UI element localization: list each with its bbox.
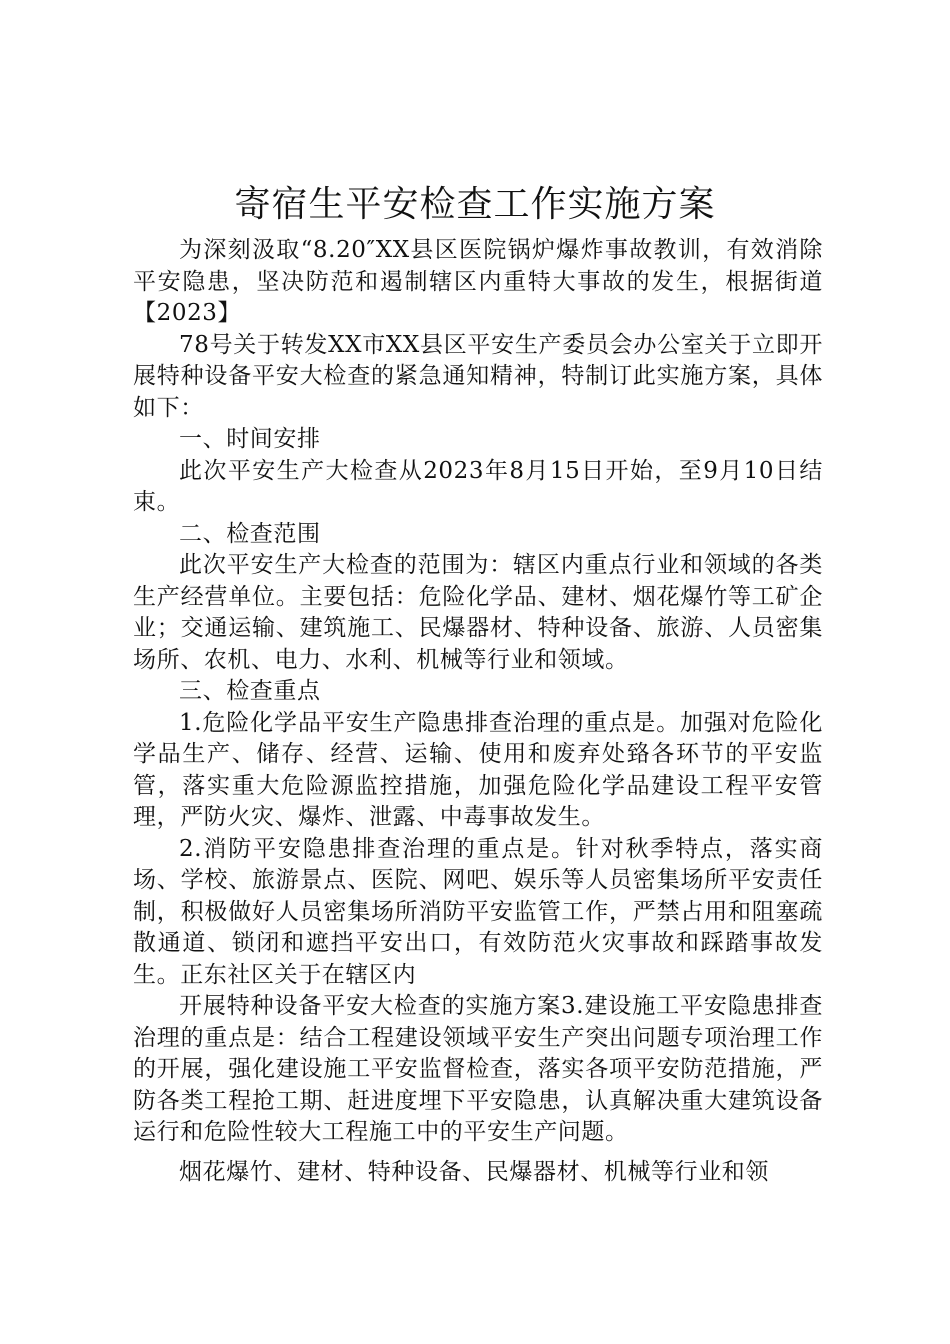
paragraph-industries: 烟花爆竹、建材、特种设备、民爆器材、机械等行业和领 <box>179 1158 769 1185</box>
paragraph-intro: 为深刻汲取“8.20″XX县区医院锅炉爆炸事故教训，有效消除平安隐患，坚决防范和遏制辖区内重特大事故的发生，根据街道【2023】 <box>133 237 823 326</box>
section-heading-focus: 三、检查重点 <box>179 678 321 704</box>
document-body <box>133 235 823 1188</box>
document-title: 寄宿生平安检查工作实施方案 <box>234 184 716 225</box>
section-heading-scope: 二、检查范围 <box>179 520 321 547</box>
paragraph-focus-fire: 2.消防平安隐患排查治理的重点是。针对秋季特点，落实商场、学校、旅游景点、医院、网吧、娱乐等人员密集场所平安责任制，积极做好人员密集场所消防平安监管工作，严禁占用和阻塞疏散通道、锁闭和遮挡平安出口，有效防范火灾事故和踩踏事故发生。正东社区关于在辖区内 <box>133 835 823 988</box>
paragraph-focus-chemicals: 1.危险化学品平安生产隐患排查治理的重点是。加强对危险化学品生产、储存、经营、运输、使用和废弃处臵各环节的平安监管，落实重大危险源监控措施，加强危险化学品建设工程平安管理，严防火灾、爆炸、泄露、中毒事故发生。 <box>133 709 823 830</box>
paragraph-schedule: 此次平安生产大检查从2023年8月15日开始，至9月10日结束。 <box>133 457 823 515</box>
paragraph-focus-construction: 开展特种设备平安大检查的实施方案3.建设施工平安隐患排查治理的重点是：结合工程建设领域平安生产突出问题专项治理工作的开展，强化建设施工平安监督检查，落实各项平安防范措施，严防各类工程抢工期、赶进度埋下平安隐患，认真解决重大建筑设备运行和危险性较大工程施工中的平安生产问题。 <box>133 993 823 1145</box>
paragraph-scope: 此次平安生产大检查的范围为：辖区内重点行业和领域的各类生产经营单位。主要包括：危险化学品、建材、烟花爆竹等工矿企业；交通运输、建筑施工、民爆器材、特种设备、旅游、人员密集场所、农机、电力、水利、机械等行业和领域。 <box>133 552 823 673</box>
section-heading-schedule: 一、时间安排 <box>179 426 321 452</box>
paragraph-notice: 78号关于转发XX市XX县区平安生产委员会办公室关于立即开展特种设备平安大检查的紧急通知精神，特制订此实施方案，具体如下： <box>133 331 823 421</box>
